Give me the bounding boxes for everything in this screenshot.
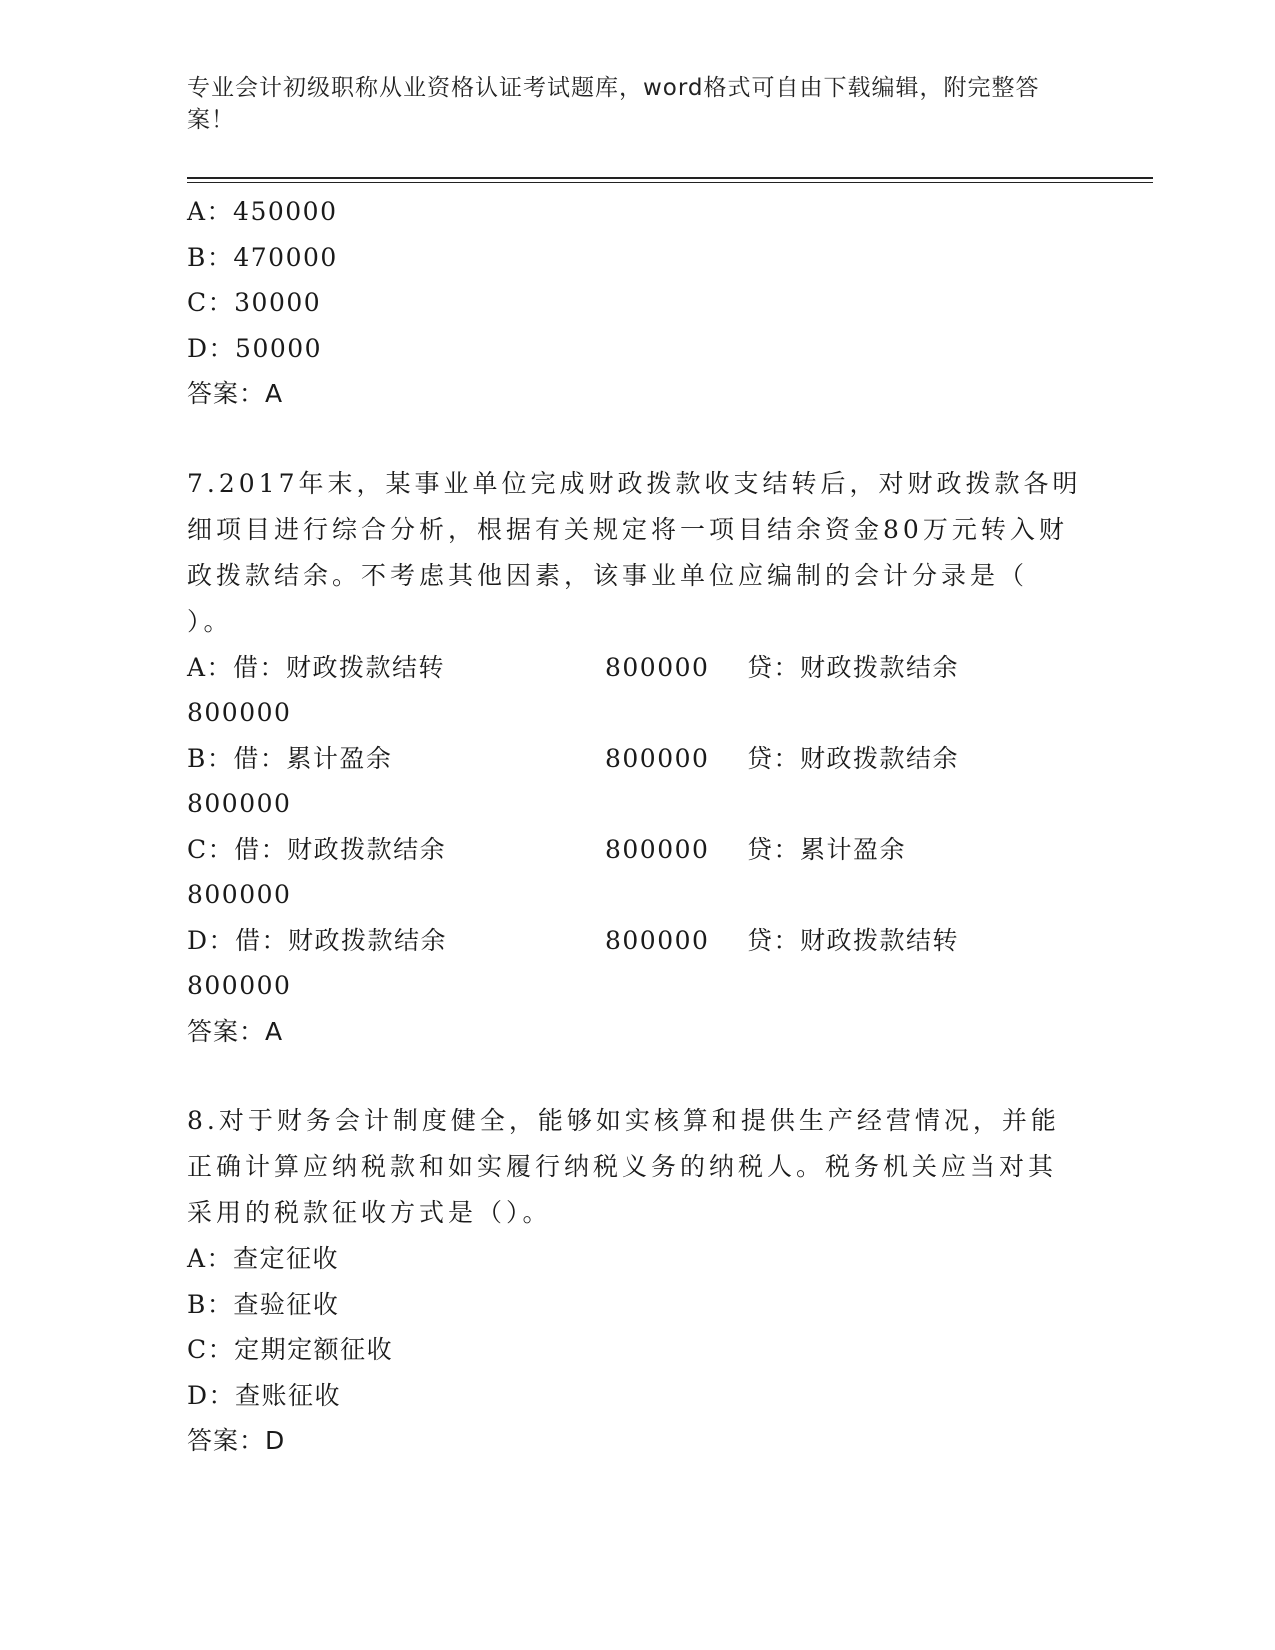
q7-text-line-1: 7.2017年末，某事业单位完成财政拨款收支结转后，对财政拨款各明 (187, 468, 1082, 498)
q7-option-a-debit: A：借：财政拨款结转 (187, 652, 446, 682)
q7-option-a-amount: 800000 (605, 652, 710, 682)
q7-option-d-credit: 贷：财政拨款结转 (747, 925, 960, 955)
q7-text-line-2: 细项目进行综合分析，根据有关规定将一项目结余资金80万元转入财 (187, 514, 1068, 544)
q7-option-d (187, 918, 1087, 964)
q7-option-b-credit: 贷：财政拨款结余 (747, 743, 960, 773)
q7-option-b-amount: 800000 (605, 743, 710, 773)
q7-option-c (187, 827, 1087, 873)
q8-option-d: D：查账征收 (187, 1380, 342, 1410)
q8-text-line-1: 8.对于财务会计制度健全，能够如实核算和提供生产经营情况，并能 (187, 1106, 1060, 1135)
prev-option-a: A：450000 (187, 197, 338, 226)
header-divider-thick (187, 177, 1153, 179)
q7-option-d-amount2: 800000 (187, 971, 292, 1000)
q7-option-b-debit: B：借：累计盈余 (187, 743, 393, 773)
q7-text-line-4: ）。 (187, 606, 233, 636)
q7-option-c-credit: 贷：累计盈余 (747, 834, 907, 864)
q8-answer: 答案：D (187, 1426, 286, 1455)
q7-option-b-amount2: 800000 (187, 789, 292, 818)
q7-text-line-3: 政拨款结余。不考虑其他因素，该事业单位应编制的会计分录是（ (187, 560, 1029, 590)
q7-option-c-debit: C：借：财政拨款结余 (187, 834, 447, 864)
q8-option-b: B：查验征收 (187, 1289, 340, 1319)
q7-option-d-debit: D：借：财政拨款结余 (187, 925, 448, 955)
question-gap (187, 1054, 1087, 1098)
q7-option-c-amount: 800000 (605, 834, 710, 864)
prev-option-d: D：50000 (187, 333, 323, 363)
q8-option-c: C：定期定额征收 (187, 1335, 394, 1364)
q7-option-c-amount2: 800000 (187, 880, 292, 909)
prev-answer: 答案：A (187, 379, 284, 408)
q8-option-a: A：查定征收 (187, 1244, 340, 1273)
q7-option-a-amount2: 800000 (187, 698, 292, 727)
question-gap (187, 417, 1087, 461)
q7-option-a (187, 645, 1087, 691)
q8-text-line-3: 采用的税款征收方式是（）。 (187, 1198, 552, 1227)
q7-option-b (187, 736, 1087, 782)
q8-text-line-2: 正确计算应纳税款和如实履行纳税义务的纳税人。税务机关应当对其 (187, 1152, 1058, 1181)
question-content (187, 189, 1087, 1464)
prev-option-c: C：30000 (187, 288, 322, 317)
q7-option-d-amount: 800000 (605, 925, 710, 955)
page-header (187, 72, 1067, 136)
header-divider-thin (187, 182, 1153, 183)
prev-option-b: B：470000 (187, 242, 338, 272)
header-line-2: 案！ (187, 107, 235, 133)
q7-option-a-credit: 贷：财政拨款结余 (747, 652, 960, 682)
header-line-1: 专业会计初级职称从业资格认证考试题库，word格式可自由下载编辑，附完整答 (187, 75, 1040, 101)
q7-answer: 答案：A (187, 1016, 284, 1046)
